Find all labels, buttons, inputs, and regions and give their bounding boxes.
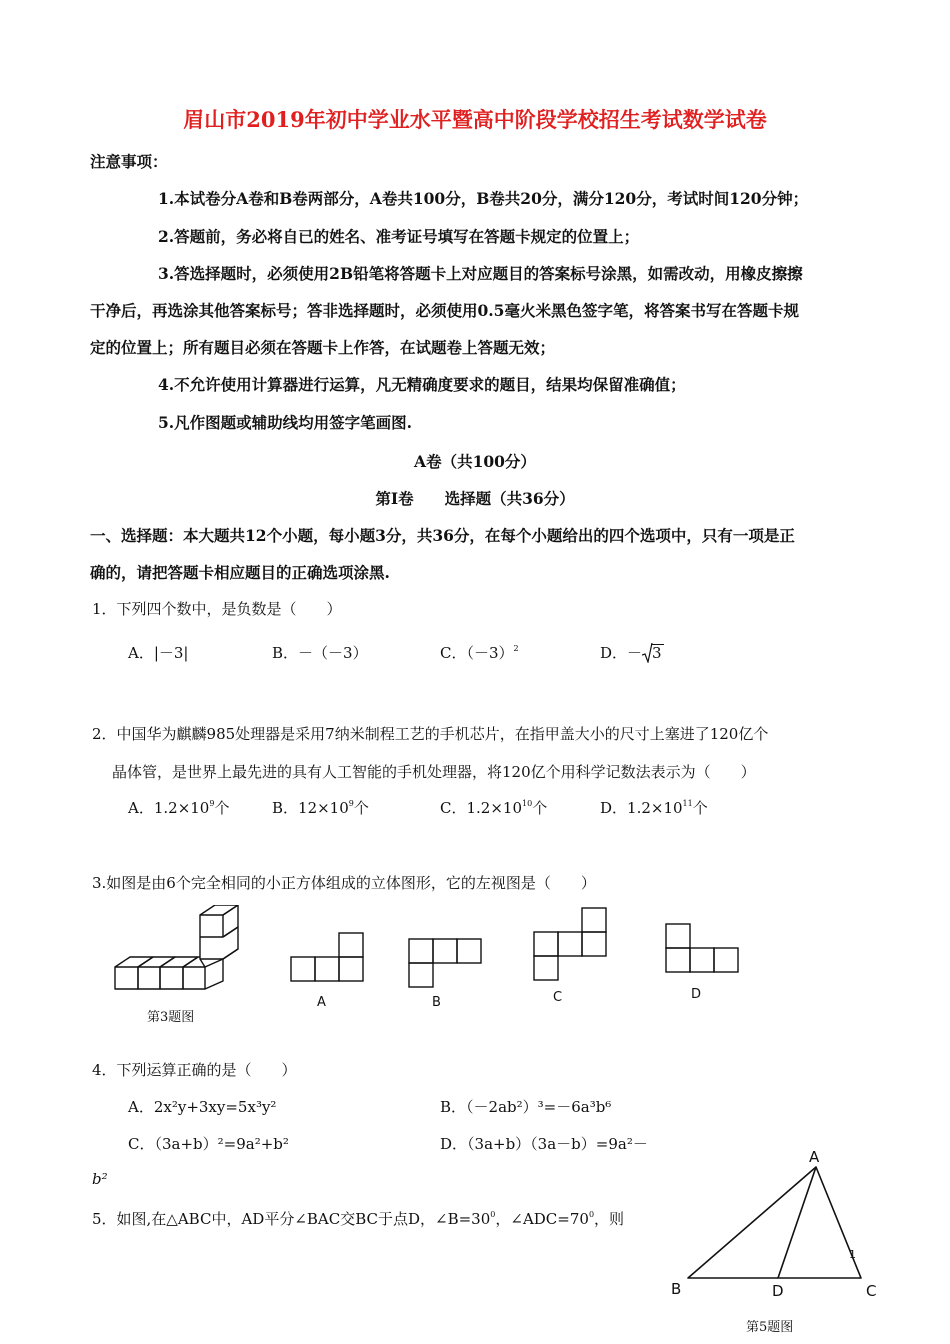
q5-angle-1-label: 1 bbox=[849, 1248, 856, 1261]
q2-option-d-unit: 个 bbox=[692, 799, 708, 817]
q3-option-d-view bbox=[665, 923, 740, 973]
section-a-heading: A卷（共100分） bbox=[414, 452, 536, 471]
q5-triangle-figure bbox=[686, 1165, 866, 1280]
q2-option-c-unit: 个 bbox=[532, 799, 548, 817]
q2-option-a-base: A．1.2×10 bbox=[128, 799, 210, 817]
q4-stem: 4．下列运算正确的是（ ） bbox=[92, 1061, 297, 1079]
q5-stem-part-2: ，∠ADC=70 bbox=[495, 1210, 589, 1228]
q1-option-d-prefix: D．－ bbox=[600, 644, 643, 662]
q2-option-d-base: D．1.2×10 bbox=[600, 799, 683, 817]
q4-option-d: D．（3a+b）（3a－b）=9a²－ bbox=[440, 1135, 648, 1153]
q2-option-c bbox=[440, 797, 547, 818]
q5-degree-1: 0 bbox=[490, 1210, 496, 1219]
q5-label-c: C bbox=[866, 1282, 877, 1300]
q2-option-b bbox=[272, 797, 369, 818]
q2-option-c-base: C．1.2×10 bbox=[440, 799, 522, 817]
q5-label-b: B bbox=[671, 1280, 682, 1298]
q1-option-a: A．|－3| bbox=[128, 644, 189, 662]
notice-item-4: 4.不允许使用计算器进行运算，凡无精确度要求的题目，结果均保留准确值； bbox=[158, 375, 686, 394]
q3-label-c: C bbox=[553, 990, 563, 1005]
notice-item-5: 5.凡作图题或辅助线均用签字笔画图. bbox=[158, 413, 413, 432]
q1-option-d bbox=[600, 642, 662, 663]
q1-option-c bbox=[440, 642, 519, 663]
notice-heading: 注意事项： bbox=[90, 152, 168, 171]
q5-stem bbox=[92, 1208, 624, 1229]
sqrt-symbol bbox=[642, 644, 662, 662]
part-1-instructions-line-2: 确的，请把答题卡相应题目的正确选项涂黑. bbox=[90, 563, 390, 582]
q1-option-b: B．－（－3） bbox=[272, 644, 368, 662]
q2-stem-line-1: 2．中国华为麒麟985处理器是采用7纳米制程工艺的手机芯片，在指甲盖大小的尺寸上塞进了120亿个 bbox=[92, 725, 769, 743]
q4-option-a: A．2x²y+3xy=5x³y² bbox=[128, 1098, 277, 1116]
notice-item-2: 2.答题前，务必将自已的姓名、准考证号填写在答题卡规定的位置上； bbox=[158, 227, 640, 246]
q5-label-d: D bbox=[772, 1282, 784, 1300]
q1-option-c-base: C．（－3） bbox=[440, 644, 514, 662]
q3-figure-caption: 第3题图 bbox=[147, 1010, 195, 1025]
q3-option-b-view bbox=[408, 938, 483, 988]
q2-option-a-unit: 个 bbox=[214, 799, 230, 817]
q5-stem-part-3: ，则 bbox=[594, 1210, 625, 1228]
part-1-instructions-line-1: 一、选择题：本大题共12个小题，每小题3分，共36分，在每个小题给出的四个选项中，只有一项是正 bbox=[90, 526, 795, 545]
q4-option-d-continued: b² bbox=[92, 1170, 108, 1188]
q2-option-a bbox=[128, 797, 229, 818]
q2-option-c-exponent: 10 bbox=[522, 799, 533, 808]
q5-stem-part-1: 5．如图,在△ABC中，AD平分∠BAC交BC于点D，∠B=30 bbox=[92, 1210, 491, 1228]
q5-degree-2: 0 bbox=[588, 1210, 595, 1219]
part-1-heading: 第Ⅰ卷 选择题（共36分） bbox=[375, 489, 575, 508]
notice-item-3-line-3: 定的位置上；所有题目必须在答题卡上作答，在试题卷上答题无效； bbox=[90, 338, 556, 357]
q2-option-b-base: B．12×10 bbox=[272, 799, 349, 817]
q3-label-b: B bbox=[432, 995, 441, 1010]
q2-option-a-exponent: 9 bbox=[209, 799, 215, 808]
page-title: 眉山市2019年初中学业水平暨高中阶段学校招生考试数学试卷 bbox=[183, 107, 767, 132]
q2-stem-line-2: 晶体管，是世界上最先进的具有人工智能的手机处理器，将120亿个用科学记数法表示为（ ） bbox=[112, 763, 756, 781]
q3-solid-figure bbox=[105, 905, 285, 995]
q5-figure-caption: 第5题图 bbox=[746, 1320, 794, 1335]
q2-option-b-exponent: 9 bbox=[348, 799, 354, 808]
q3-option-a-view bbox=[290, 932, 365, 982]
q2-option-d-exponent: 11 bbox=[682, 799, 693, 808]
q1-option-d-radicand: 3 bbox=[652, 644, 662, 662]
q2-option-b-unit: 个 bbox=[353, 799, 369, 817]
q3-label-d: D bbox=[691, 987, 702, 1002]
q3-option-c-view bbox=[533, 907, 608, 982]
q3-stem: 3.如图是由6个完全相同的小正方体组成的立体图形，它的左视图是（ ） bbox=[92, 874, 596, 892]
notice-item-1: 1.本试卷分A卷和B卷两部分，A卷共100分，B卷共20分，满分120分，考试时间120分钟； bbox=[158, 189, 809, 208]
q4-option-b: B．（－2ab²）³=－6a³b⁶ bbox=[440, 1098, 612, 1116]
q5-label-a: A bbox=[809, 1148, 820, 1166]
q2-option-d bbox=[600, 797, 708, 818]
q3-label-a: A bbox=[317, 995, 326, 1010]
q4-option-c: C．（3a+b）²=9a²+b² bbox=[128, 1135, 289, 1153]
q1-option-c-exponent: 2 bbox=[513, 644, 519, 653]
notice-item-3-line-2: 干净后，再选涂其他答案标号；答非选择题时，必须使用0.5毫火米黑色签字笔，将答案书写在答题卡规 bbox=[90, 301, 799, 320]
notice-item-3-line-1: 3.答选择题时，必须使用2B铅笔将答题卡上对应题目的答案标号涂黑，如需改动，用橡皮擦擦 bbox=[158, 264, 803, 283]
q1-stem: 1．下列四个数中，是负数是（ ） bbox=[92, 600, 342, 618]
